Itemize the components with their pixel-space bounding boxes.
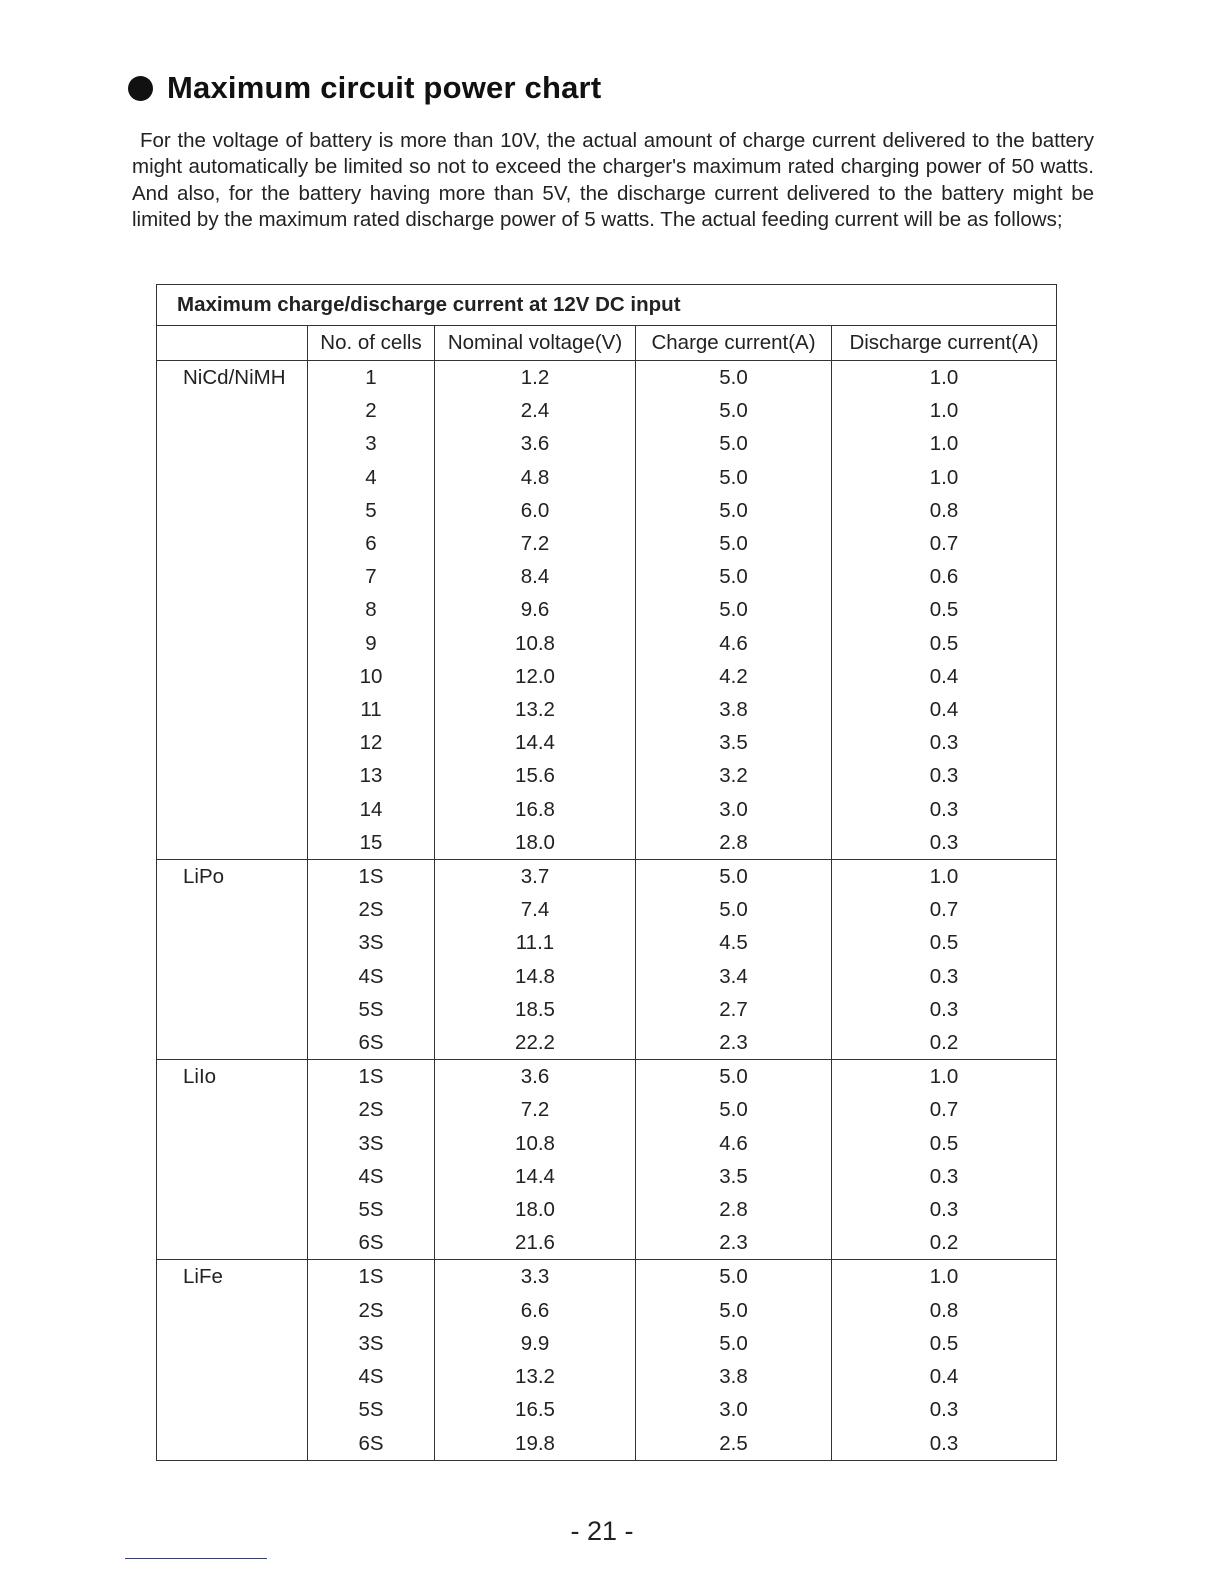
table-row [157,793,1057,826]
table-cell: 0.2 [832,1226,1057,1260]
table-body [157,361,1057,1461]
empty-cell [157,1193,308,1226]
table-row [157,693,1057,726]
table-cell: 3.3 [435,1260,636,1294]
table-cell: 5.0 [636,427,832,460]
table-cell: 4S [308,960,435,993]
table-cell: 18.0 [435,1193,636,1226]
table-row [157,527,1057,560]
table-row [157,494,1057,527]
table-cell: 0.3 [832,1427,1057,1461]
empty-cell [157,793,308,826]
empty-cell [157,1294,308,1327]
table-row [157,759,1057,792]
empty-cell [157,1226,308,1260]
table-cell: 0.3 [832,960,1057,993]
table-cell: 3.4 [636,960,832,993]
table-row [157,660,1057,693]
table-row [157,726,1057,759]
table-cell: 2.8 [636,1193,832,1226]
table-cell: 0.7 [832,527,1057,560]
table-cell: 1 [308,361,435,395]
table-cell: 4.8 [435,461,636,494]
table-cell: 5.0 [636,1260,832,1294]
table-cell: 10.8 [435,1127,636,1160]
empty-cell [157,826,308,860]
battery-type-cell: NiCd/NiMH [157,361,308,395]
intro-paragraph: For the voltage of battery is more than 10V, the actual amount of charge current delivered to the battery might automatically be limited so not to exceed the charger's maximum rated charging power of 50 watts. And also, for the battery having more than 5V, the discharge current delivered to the battery might be limited by the maximum rated discharge power of 5 watts. The actual feeding current will be as follows; [132,129,1094,232]
table-cell: 14 [308,793,435,826]
table-cell: 3.6 [435,1060,636,1094]
table-cell: 0.5 [832,1327,1057,1360]
empty-cell [157,693,308,726]
table-cell: 0.5 [832,926,1057,959]
table-cell: 8.4 [435,560,636,593]
table-row [157,1060,1057,1094]
table-cell: 6S [308,1226,435,1260]
power-chart-table [156,284,1057,1461]
table-row [157,1360,1057,1393]
table-cell: 2.5 [636,1427,832,1461]
table-cell: 12.0 [435,660,636,693]
table-cell: 0.2 [832,1026,1057,1060]
table-row [157,1193,1057,1226]
table-cell: 7.2 [435,527,636,560]
table-cell: 3.5 [636,1160,832,1193]
table-row [157,1160,1057,1193]
table-cell: 5S [308,1193,435,1226]
table-row [157,893,1057,926]
table-title-row [157,285,1057,326]
table-cell: 1.0 [832,1060,1057,1094]
page-number: - 21 - [570,1516,634,1546]
empty-cell [157,427,308,460]
table-cell: 4S [308,1160,435,1193]
table-cell: 0.4 [832,693,1057,726]
table-row [157,427,1057,460]
table-cell: 5.0 [636,560,832,593]
empty-cell [157,1360,308,1393]
table-cell: 13.2 [435,693,636,726]
table-cell: 3 [308,427,435,460]
table-cell: 10 [308,660,435,693]
table-row [157,1226,1057,1260]
table-cell: 0.3 [832,826,1057,860]
table-cell: 5.0 [636,527,832,560]
table-cell: 4.5 [636,926,832,959]
battery-type-cell: LiFe [157,1260,308,1294]
table-cell: 0.5 [832,1127,1057,1160]
table-cell: 18.5 [435,993,636,1026]
table-row [157,1127,1057,1160]
table-row [157,926,1057,959]
table-cell: 2S [308,893,435,926]
table-row [157,560,1057,593]
table-cell: 7 [308,560,435,593]
table-cell: 3.7 [435,860,636,894]
empty-cell [157,1127,308,1160]
table-cell: 13 [308,759,435,792]
column-header: Charge current(A) [636,326,832,361]
table-cell: 21.6 [435,1226,636,1260]
table-cell: 7.4 [435,893,636,926]
table-row [157,1294,1057,1327]
table-row [157,461,1057,494]
table-row [157,1093,1057,1126]
table-cell: 5.0 [636,1327,832,1360]
empty-cell [157,993,308,1026]
table-cell: 0.7 [832,893,1057,926]
table-cell: 14.8 [435,960,636,993]
table-row [157,593,1057,626]
table-cell: 6.6 [435,1294,636,1327]
table-cell: 1S [308,860,435,894]
table-cell: 3.8 [636,1360,832,1393]
table-row [157,1393,1057,1426]
table-row [157,394,1057,427]
table-cell: 0.8 [832,1294,1057,1327]
table-cell: 22.2 [435,1026,636,1060]
table-cell: 0.6 [832,560,1057,593]
empty-cell [157,759,308,792]
table-cell: 14.4 [435,726,636,759]
table-header-row [157,326,1057,361]
empty-cell [157,1427,308,1461]
table-cell: 2S [308,1093,435,1126]
table-cell: 0.3 [832,993,1057,1026]
table-cell: 2.8 [636,826,832,860]
empty-cell [157,1093,308,1126]
table-row [157,627,1057,660]
empty-cell [157,394,308,427]
table-cell: 6S [308,1427,435,1461]
empty-cell [157,893,308,926]
table-cell: 11 [308,693,435,726]
table-cell: 0.3 [832,1160,1057,1193]
column-header: No. of cells [308,326,435,361]
empty-cell [157,593,308,626]
table-cell: 0.5 [832,627,1057,660]
table-title: Maximum charge/discharge current at 12V DC input [157,285,1057,326]
table-cell: 9.6 [435,593,636,626]
table-cell: 9 [308,627,435,660]
empty-cell [157,1160,308,1193]
section-title: Maximum circuit power chart [167,70,602,105]
table-cell: 1.0 [832,860,1057,894]
table-cell: 0.7 [832,1093,1057,1126]
table-row [157,1260,1057,1294]
table-cell: 9.9 [435,1327,636,1360]
table-cell: 2.7 [636,993,832,1026]
table-cell: 8 [308,593,435,626]
table-cell: 5S [308,1393,435,1426]
table-cell: 1.0 [832,1260,1057,1294]
table-cell: 4.6 [636,627,832,660]
table-cell: 1S [308,1060,435,1094]
column-header: Nominal voltage(V) [435,326,636,361]
table-row [157,1327,1057,1360]
battery-type-cell: LiPo [157,860,308,894]
column-header: Discharge current(A) [832,326,1057,361]
table-cell: 3S [308,1127,435,1160]
table-row [157,361,1057,395]
table-cell: 3.0 [636,1393,832,1426]
table-cell: 3.0 [636,793,832,826]
empty-cell [157,1393,308,1426]
table-cell: 0.5 [832,593,1057,626]
table-cell: 3S [308,926,435,959]
empty-cell [157,926,308,959]
table-cell: 1.0 [832,361,1057,395]
table-cell: 1S [308,1260,435,1294]
table-cell: 12 [308,726,435,759]
empty-cell [157,960,308,993]
table-cell: 4.6 [636,1127,832,1160]
table-row [157,1427,1057,1461]
table-cell: 3.2 [636,759,832,792]
bullet-icon [128,76,153,101]
empty-cell [157,726,308,759]
table-cell: 5.0 [636,860,832,894]
battery-type-cell: LiIo [157,1060,308,1094]
table-cell: 0.3 [832,793,1057,826]
table-cell: 2.3 [636,1026,832,1060]
empty-cell [157,1026,308,1060]
table-cell: 15.6 [435,759,636,792]
table-cell: 5.0 [636,394,832,427]
table-cell: 14.4 [435,1160,636,1193]
table-cell: 5.0 [636,593,832,626]
table-cell: 0.3 [832,726,1057,759]
table-cell: 5S [308,993,435,1026]
table-cell: 5.0 [636,461,832,494]
table-cell: 0.8 [832,494,1057,527]
table-cell: 2.3 [636,1226,832,1260]
table-cell: 3.6 [435,427,636,460]
table-cell: 5.0 [636,494,832,527]
table-cell: 5.0 [636,1060,832,1094]
table-cell: 16.8 [435,793,636,826]
table-cell: 6S [308,1026,435,1060]
table-cell: 7.2 [435,1093,636,1126]
table-cell: 11.1 [435,926,636,959]
table-cell: 10.8 [435,627,636,660]
table-cell: 6 [308,527,435,560]
table-cell: 3.5 [636,726,832,759]
table-cell: 15 [308,826,435,860]
table-cell: 5.0 [636,1294,832,1327]
table-cell: 0.3 [832,1193,1057,1226]
table-row [157,826,1057,860]
table-cell: 3.8 [636,693,832,726]
table-cell: 19.8 [435,1427,636,1461]
table-cell: 2.4 [435,394,636,427]
footer-rule [125,1558,267,1559]
table-cell: 1.0 [832,427,1057,460]
section-heading [128,66,601,110]
table-cell: 0.4 [832,1360,1057,1393]
table-cell: 3S [308,1327,435,1360]
table-cell: 0.3 [832,759,1057,792]
empty-cell [157,660,308,693]
table-row [157,860,1057,894]
table-row [157,993,1057,1026]
table-cell: 4.2 [636,660,832,693]
empty-cell [157,560,308,593]
table-cell: 5.0 [636,893,832,926]
table-cell: 4S [308,1360,435,1393]
empty-cell [157,527,308,560]
table-row [157,960,1057,993]
table-cell: 0.4 [832,660,1057,693]
column-header [157,326,308,361]
table-cell: 1.0 [832,394,1057,427]
table-cell: 0.3 [832,1393,1057,1426]
table-cell: 13.2 [435,1360,636,1393]
table-cell: 5.0 [636,361,832,395]
empty-cell [157,494,308,527]
table-cell: 5.0 [636,1093,832,1126]
table-cell: 18.0 [435,826,636,860]
empty-cell [157,461,308,494]
table-cell: 5 [308,494,435,527]
table-cell: 1.2 [435,361,636,395]
table-cell: 6.0 [435,494,636,527]
table-cell: 2S [308,1294,435,1327]
table-cell: 4 [308,461,435,494]
table-cell: 2 [308,394,435,427]
empty-cell [157,1327,308,1360]
empty-cell [157,627,308,660]
table-cell: 1.0 [832,461,1057,494]
table-row [157,1026,1057,1060]
table-cell: 16.5 [435,1393,636,1426]
